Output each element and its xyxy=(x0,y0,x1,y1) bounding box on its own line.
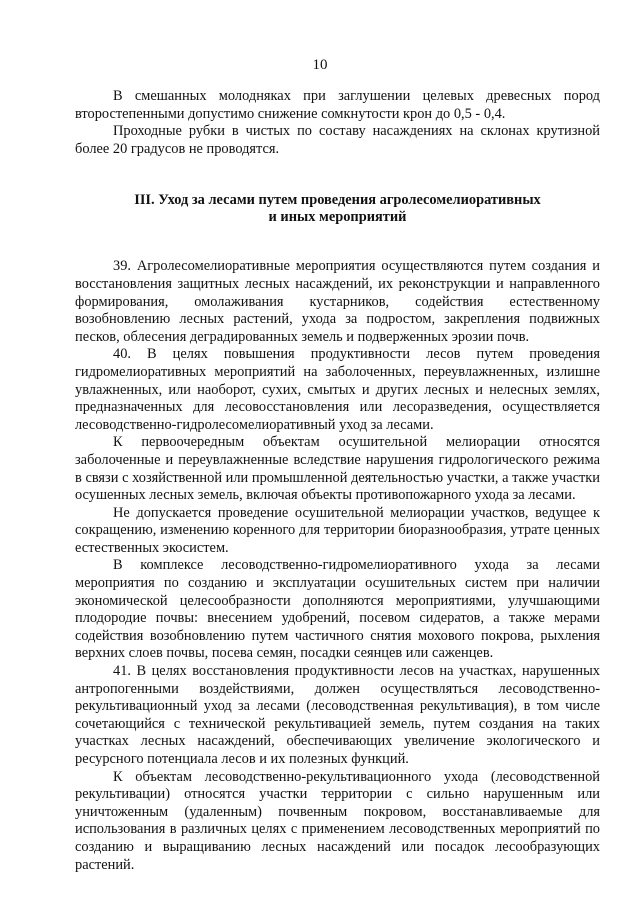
paragraph: В смешанных молодняках при заглушении целевых древесных пород второстепенными допустимо снижение сомкнутости крон до 0,5 - 0,4. xyxy=(75,88,600,122)
paragraph: К объектам лесоводственно-рекультивационного ухода (лесоводственной рекультивации) относятся участки территории с сильно нарушенным или уничтоженным (удаленным) почвенным покровом, восстанавливаемые для использования в различных целях с применением лесоводственных мероприятий по созданию и выращиванию лесных насаждений или посадок лесообразующих растений. xyxy=(75,768,600,873)
paragraph-39: 39. Агролесомелиоративные мероприятия осуществляются путем создания и восстановления защитных лесных насаждений, их реконструкции и направленного формирования, омолаживания кустарников, содействия естественному возобновлению лесных растений, ухода за подростом, закрепления подвижных песков, облесения деградированных земель и подверженных эрозии почв. xyxy=(75,258,600,345)
section-heading-line-2: и иных мероприятий xyxy=(268,209,407,226)
paragraph: В комплексе лесоводственно-гидромелиоративного ухода за лесами мероприятия по созданию и эксплуатации осушительных систем при наличии экономической целесообразности дополняются мероприятиями, улучшающими плодородие почвы: внесением удобрений, посевом сидератов, а также мерами содействия возобновлению путем частичного снятия мохового покрова, рыхления верхних слоев почвы, посева семян, посадки сеянцев или саженцев. xyxy=(75,557,600,662)
section-heading-line-1: III. Уход за лесами путем проведения агролесомелиоративных xyxy=(134,192,541,209)
paragraph: Не допускается проведение осушительной мелиорации участков, ведущее к сокращению, изменению коренного для территории биоразнообразия, утрате ценных естественных экосистем. xyxy=(75,504,600,556)
paragraph-41: 41. В целях восстановления продуктивности лесов на участках, нарушенных антропогенными воздействиями, должен осуществляться лесоводственно-рекультивационный уход за лесами (лесоводственная рекультивация), в том числе сочетающийся с технической рекультивацией земель, путем создания на таких участках лесных насаждений, обеспечивающих увеличение экологического и ресурсного потенциала лесов и их полезных функций. xyxy=(75,663,600,767)
paragraph-40: 40. В целях повышения продуктивности лесов путем проведения гидромелиоративных мероприятий на заболоченных, переувлажненных, излишне увлажненных, или наоборот, сухих, смытых и других лесных и нелесных землях, предназначенных для лесовосстановления или лесоразведения, осуществляется лесоводственно-гидролесомелиоративный уход за лесами. xyxy=(75,346,600,433)
section-heading xyxy=(75,192,600,226)
document-body xyxy=(75,88,600,874)
paragraph: Проходные рубки в чистых по составу насаждениях на склонах крутизной более 20 градусов не проводятся. xyxy=(75,123,600,157)
page-number: 10 xyxy=(312,57,328,73)
paragraph: К первоочередным объектам осушительной мелиорации относятся заболоченные и переувлажненные вследствие нарушения гидрологического режима в связи с хозяйственной или промышленной деятельностью участки, а также участки осушенных лесных земель, включая объекты противопожарного ухода за лесами. xyxy=(75,434,600,504)
